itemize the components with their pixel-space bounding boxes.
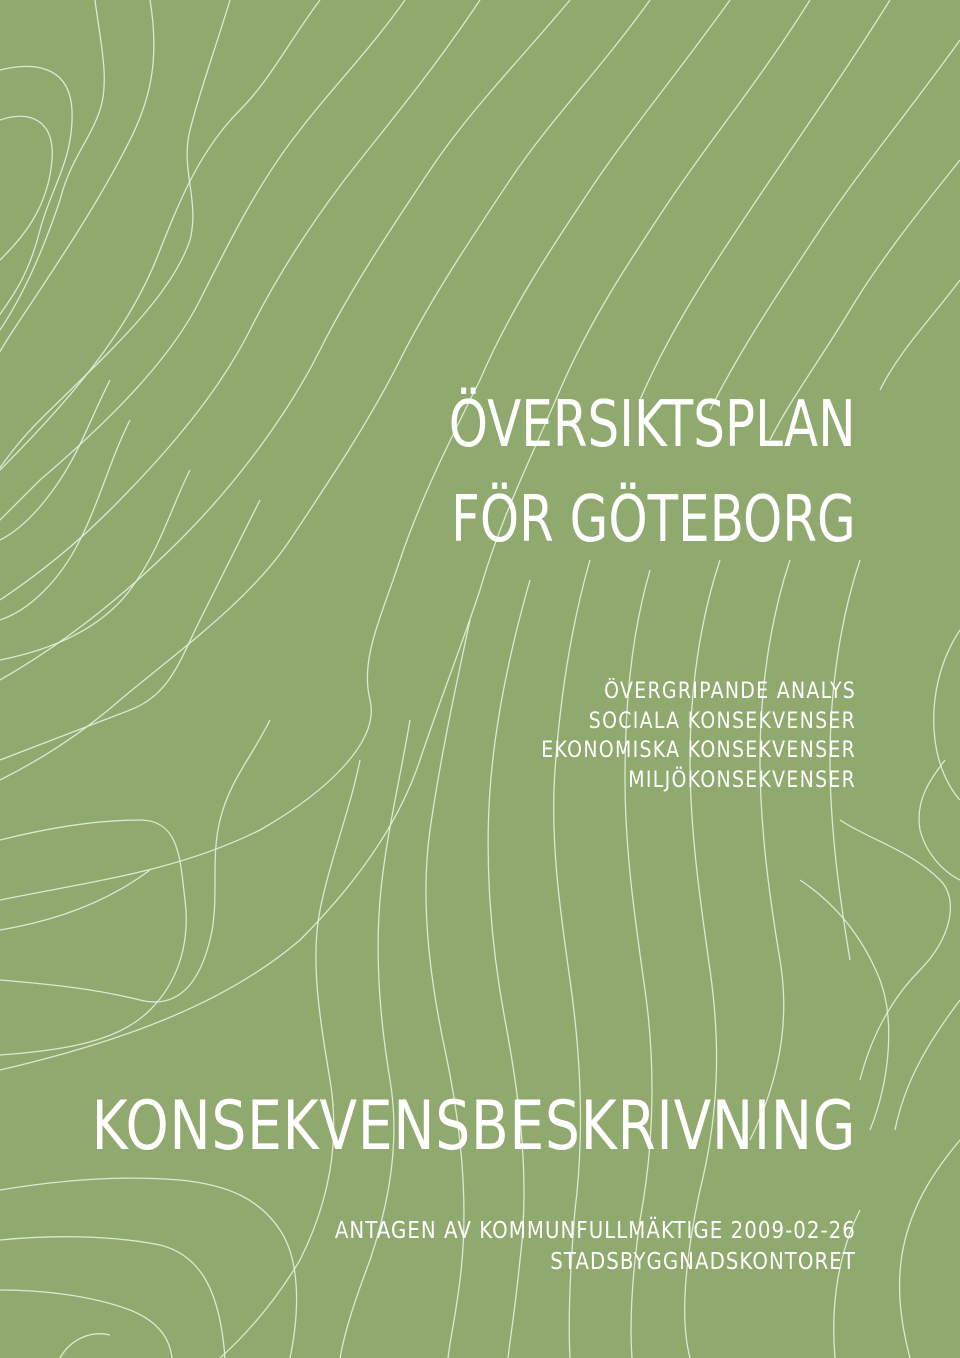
adoption-date-line: ANTAGEN AV KOMMUNFULLMÄKTIGE 2009-02-26: [334, 1218, 856, 1244]
subtitle-list: [541, 677, 856, 795]
cover-title-line1: ÖVERSIKTSPLAN: [449, 388, 856, 462]
subtitle-item: MILJÖKONSEKVENSER: [628, 767, 856, 793]
document-main-title: KONSEKVENSBESKRIVNING: [91, 1087, 856, 1166]
subtitle-item: EKONOMISKA KONSEKVENSER: [541, 738, 856, 763]
publisher-name: STADSBYGGNADSKONTORET: [550, 1249, 856, 1275]
cover-title-line2: FÖR GÖTEBORG: [451, 483, 856, 557]
cover-footer: [335, 1216, 856, 1278]
subtitle-item: SOCIALA KONSEKVENSER: [588, 708, 856, 734]
subtitle-item: ÖVERGRIPANDE ANALYS: [604, 679, 856, 704]
